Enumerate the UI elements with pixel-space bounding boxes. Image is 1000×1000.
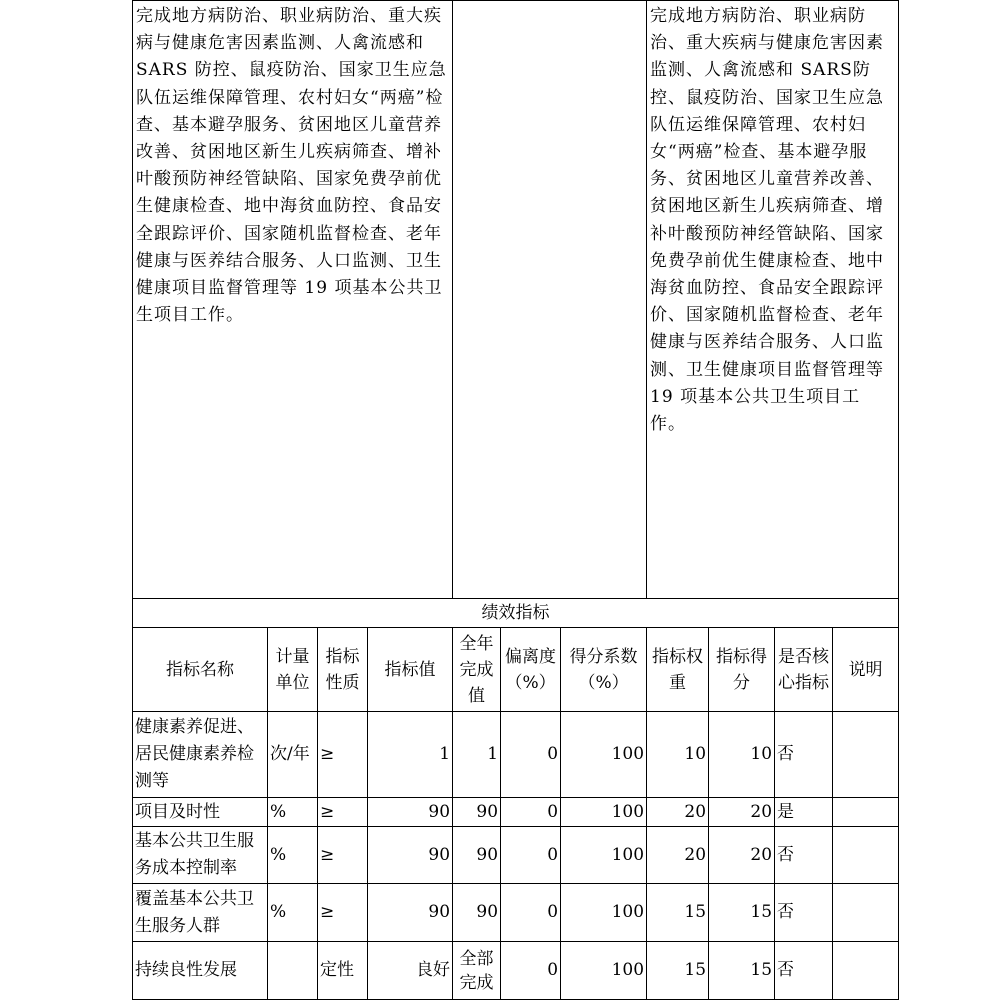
row-score: 15: [709, 942, 775, 1000]
row-coef: 100: [561, 942, 647, 1000]
row-coef: 100: [561, 798, 647, 827]
row-weight: 20: [647, 798, 709, 827]
row-name: 基本公共卫生服务成本控制率: [133, 827, 268, 884]
project-content-cell: 完成地方病防治、职业病防治、重大疾病与健康危害因素监测、人禽流感和SARS 防控、鼠疫防治、国家卫生应急队伍运维保障管理、农村妇女“两癌”检查、基本避孕服务、贫困地区儿童营养改善、贫困地区新生儿疾病筛查、增补叶酸预防神经管缺陷、国家免费孕前优生健康检查、地中海贫血防控、食品安全跟踪评价、国家随机监督检查、老年健康与医养结合服务、人口监测、卫生健康项目监督管理等 19 项基本公共卫生项目工作。: [133, 1, 453, 599]
header-value: 指标值: [368, 628, 453, 712]
row-nature: ≥: [318, 884, 368, 942]
performance-table: [132, 0, 898, 1000]
header-deviation: 偏离度（%）: [501, 628, 561, 712]
row-unit: %: [268, 798, 318, 827]
section-title: 绩效指标: [133, 599, 899, 628]
table-row: [133, 827, 899, 884]
row-annual: 90: [453, 798, 501, 827]
table-row: [133, 884, 899, 942]
row-annual: 90: [453, 827, 501, 884]
row-core: 否: [775, 942, 833, 1000]
table-row: [133, 942, 899, 1000]
header-name: 指标名称: [133, 628, 268, 712]
row-value: 90: [368, 827, 453, 884]
table-row: [133, 712, 899, 798]
row-deviation: 0: [501, 712, 561, 798]
header-note: 说明: [833, 628, 899, 712]
row-unit: %: [268, 884, 318, 942]
header-core: 是否核心指标: [775, 628, 833, 712]
row-note: [833, 798, 899, 827]
row-name: 项目及时性: [133, 798, 268, 827]
row-annual: 全部完成: [453, 942, 501, 1000]
header-coef: 得分系数（%）: [561, 628, 647, 712]
empty-cell: [453, 1, 647, 599]
row-core: 否: [775, 884, 833, 942]
row-deviation: 0: [501, 798, 561, 827]
row-name: 覆盖基本公共卫生服务人群: [133, 884, 268, 942]
row-weight: 15: [647, 942, 709, 1000]
row-score: 15: [709, 884, 775, 942]
row-weight: 15: [647, 884, 709, 942]
row-nature: ≥: [318, 827, 368, 884]
row-score: 20: [709, 798, 775, 827]
row-nature: 定性: [318, 942, 368, 1000]
row-value: 90: [368, 798, 453, 827]
row-note: [833, 827, 899, 884]
row-score: 10: [709, 712, 775, 798]
row-note: [833, 884, 899, 942]
row-unit: 次/年: [268, 712, 318, 798]
row-deviation: 0: [501, 884, 561, 942]
row-note: [833, 942, 899, 1000]
row-coef: 100: [561, 884, 647, 942]
row-annual: 90: [453, 884, 501, 942]
row-score: 20: [709, 827, 775, 884]
row-nature: ≥: [318, 712, 368, 798]
row-nature: ≥: [318, 798, 368, 827]
row-unit: [268, 942, 318, 1000]
header-weight: 指标权重: [647, 628, 709, 712]
row-value: 90: [368, 884, 453, 942]
row-coef: 100: [561, 712, 647, 798]
row-core: 是: [775, 798, 833, 827]
row-note: [833, 712, 899, 798]
row-deviation: 0: [501, 827, 561, 884]
row-deviation: 0: [501, 942, 561, 1000]
row-name: 健康素养促进、居民健康素养检测等: [133, 712, 268, 798]
row-core: 否: [775, 827, 833, 884]
actual-completion-cell: 完成地方病防治、职业病防治、重大疾病与健康危害因素监测、人禽流感和 SARS防控、鼠疫防治、国家卫生应急队伍运维保障管理、农村妇女“两癌”检查、基本避孕服务、贫困地区儿童营养改善、贫困地区新生儿疾病筛查、增补叶酸预防神经管缺陷、国家免费孕前优生健康检查、地中海贫血防控、食品安全跟踪评价、国家随机监督检查、老年健康与医养结合服务、人口监测、卫生健康项目监督管理等 19 项基本公共卫生项目工作。: [647, 1, 899, 599]
header-unit: 计量单位: [268, 628, 318, 712]
row-unit: %: [268, 827, 318, 884]
header-nature: 指标性质: [318, 628, 368, 712]
header-annual: 全年完成值: [453, 628, 501, 712]
row-value: 1: [368, 712, 453, 798]
header-score: 指标得分: [709, 628, 775, 712]
row-value: 良好: [368, 942, 453, 1000]
row-weight: 20: [647, 827, 709, 884]
row-weight: 10: [647, 712, 709, 798]
row-annual: 1: [453, 712, 501, 798]
row-name: 持续良性发展: [133, 942, 268, 1000]
table-row: [133, 798, 899, 827]
row-coef: 100: [561, 827, 647, 884]
row-core: 否: [775, 712, 833, 798]
